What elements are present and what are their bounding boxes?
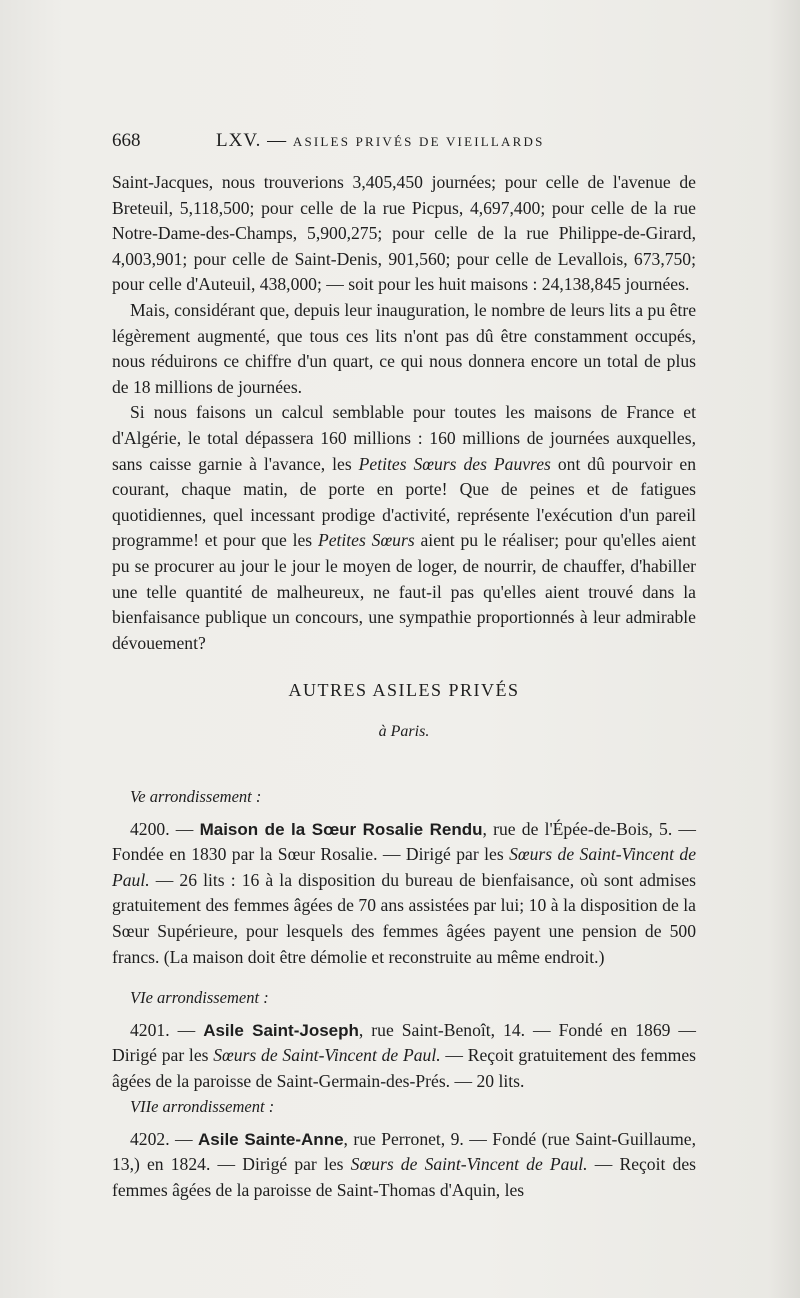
- entry-italic: Sœurs de Saint-Vincent de Paul.: [213, 1045, 441, 1066]
- entry-name: Asile Saint-Joseph: [203, 1020, 359, 1040]
- arrondissement-6-block: [112, 985, 696, 1094]
- top-text-block: [112, 170, 696, 656]
- p3-italic-1: Petites Sœurs des Pauvres: [358, 453, 551, 474]
- chapter-title: ASILES PRIVÉS DE VIEILLARDS: [292, 134, 545, 149]
- arrondissement-5-block: [112, 784, 696, 970]
- entry-text-1: , rue Perronet, 9. — Fondé (rue Saint-Guillaume, 13,) en 1824. — Dirigé par les: [112, 1128, 696, 1175]
- entry-4200: [112, 817, 696, 971]
- entry-name: Asile Sainte-Anne: [198, 1129, 344, 1149]
- entry-text-1: , rue de l'Épée-de-Bois, 5. — Fondée en 1830 par la Sœur Rosalie. — Dirigé par les: [112, 818, 697, 865]
- entry-text-2: — 26 lits : 16 à la disposition du bureau de bienfaisance, où sont admises gratuitement des femmes âgées de 70 ans assistées par lui; 10 à la disposition de la Sœur Supérieure, pour lesquels des femmes âgées payent une pension de 500 francs. (La maison doit être démolie et reconstruite au même endroit.): [112, 869, 696, 967]
- arrondissement-7-block: [112, 1094, 696, 1203]
- p3-italic-2: Petites Sœurs: [317, 530, 415, 551]
- arrondissement-heading: Ve arrondissement :: [130, 787, 262, 806]
- p3-text-c: aient pu le réaliser; pour qu'elles aient pu se procurer au jour le jour le moyen de loger, de nourrir, de chauffer, d'habiller une telle quantité de malheureux, ne faut-il pas qu'elles aient trouvé dans la bienfaisance publique un concours, une sympathie proportionnés à leur admirable dévouement?: [112, 530, 696, 653]
- page-number: 668: [112, 130, 141, 151]
- arrondissement-heading: VIe arrondissement :: [130, 988, 269, 1007]
- chapter-number: LXV. —: [216, 130, 288, 151]
- paragraph-3: [112, 400, 696, 656]
- section-title: AUTRES ASILES PRIVÉS: [288, 680, 520, 700]
- entry-text-2: — Reçoit gratuitement des femmes âgées de la paroisse de Saint-Germain-des-Prés. — 20 lits.: [112, 1045, 696, 1091]
- running-title: [216, 130, 545, 152]
- running-header: [112, 130, 696, 158]
- paragraph-2: Mais, considérant que, depuis leur inauguration, le nombre de leurs lits a pu être légèrement augmenté, que tous ces lits n'ont pas dû être constamment occupés, nous réduirons ce chiffre d'un quart, ce qui nous donnera encore un total de plus de 18 millions de journées.: [112, 299, 696, 397]
- entry-italic: Sœurs de Saint-Vincent de Paul.: [350, 1154, 588, 1175]
- entry-text-1: , rue Saint-Benoît, 14. — Fondé en 1869 — Dirigé par les: [112, 1019, 696, 1066]
- p3-text-a: Si nous faisons un calcul semblable pour toutes les maisons de France et d'Algérie, le total dépassera 160 millions : 160 millions de journées auxquelles, sans caisse garnie à l'avance, les: [112, 402, 696, 474]
- section-subtitle: à Paris.: [378, 723, 430, 740]
- entry-4201: [112, 1018, 696, 1095]
- entry-number: 4200. —: [130, 818, 194, 839]
- p3-text-b: ont dû pourvoir en courant, chaque matin, de porte en porte! Que de peines et de fatigues quotidiennes, quel incessant prodige d'activité, représente l'exécution d'un pareil programme! et pour que les: [112, 453, 697, 551]
- paragraph-1: Saint-Jacques, nous trouverions 3,405,450 journées; pour celle de l'avenue de Breteuil, 5,118,500; pour celle de la rue Picpus, 4,697,400; pour celle de la rue Notre-Dame-des-Champs, 5,900,275; pour celle de la rue Philippe-de-Girard, 4,003,901; pour celle de Saint-Denis, 901,560; pour celle de Levallois, 673,750; pour celle d'Auteuil, 438,000; — soit pour les huit maisons : 24,138,845 journées.: [112, 172, 696, 295]
- entry-italic: Sœurs de Saint-Vincent de Paul.: [112, 844, 697, 890]
- entry-text-2: — Reçoit des femmes âgées de la paroisse de Saint-Thomas d'Aquin, les: [112, 1154, 696, 1200]
- entry-number: 4202. —: [130, 1128, 193, 1149]
- entry-4202: [112, 1127, 696, 1204]
- arrondissement-heading: VIIe arrondissement :: [130, 1097, 275, 1116]
- entry-number: 4201. —: [130, 1019, 196, 1040]
- entry-name: Maison de la Sœur Rosalie Rendu: [199, 819, 483, 839]
